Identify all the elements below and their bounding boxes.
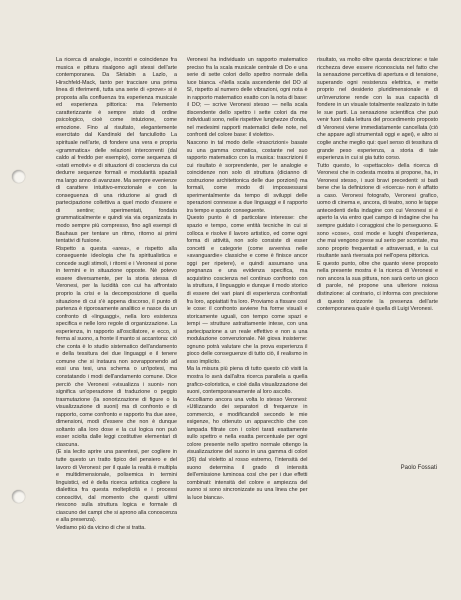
- paragraph: La ricerca di analogie, incontri e coincidenze fra musica e pittura risalgono agli stessi dell'arte contemporanea. Da Skriabin a Lazlo, a Hirschfeld-Mack, tanto per tracciare una prima linea di riferimenti, tutta una serie di «prove» si è proposta alla confluenza tra esperienza musicale ed esperienza pittorica: ma l'elemento caratterizzante è sempre stato di ordine psicologico, cioè come intuizione, come emozione. Fino al risultato, elegantemente esercitato dal Kandinski del fanciullotto La spirituale nell'arte, di fondere una vera e propria «grammatica» delle relazioni intercorrenti (dal caldo al freddo per esempio), come sequenza di «stati emotivi» e di situazioni di coscienza da cui dedurre sequenze formali e modularità spaziali ma largo anno di avanzare. Ma sempre evenienze di carattere intuitivo-emozionale e con la conseguenza di una riduzione ai gradi di partecipazione collettiva a quel modo d'essere e di sentire; sperimentati, fondata grammaticalmente e quindi via via organizzata in modo sempre più compresso, fino agli esempi di Bauhaus per tentare un ritmo, ritorno ai primi tentativi di fusione.: [56, 57, 177, 245]
- paragraph: Tutto questo, lo «spettacolo» della ricerca di Veronesi che in codesta mostra si propone, ha, in Veronesi stesso, i suoi bravi precedenti: si badi bene che la definizione di «ricerca» non è affatto a caso. Veronesi fotografo, Veronesi grafico, uomo di cinema e, ancora, di teatro, sono le tappe antecedenti della indagine con cui Veronesi si è aperto la via entro quel campo di indagine che ha sempre guidato i coraggiosi che lo perseguono. E sono «cose», così mode e luoghi d'esperienza, che mai vengono prese sul serio per scontate, ma sono proprio frequentati e attraversati, e la cui risultante sarà riversata poi nell'opera pittorica.: [317, 162, 438, 260]
- paragraph: Accolliamo ancora una volta lo stesso Veronesi: «Utilizzando dei separatori di frequenze in commercio, e modificandoli secondo le mie esigenze, ho ottenuto un apparecchio che con lampada filtrate con i colori tarati esattamente sullo spettro e nella esatta percentuale per ogni colore presente nello spettro normale ottengo la visualizzazione del suono in una gamma di colori (36) dal violetto al rosso estremo, l'intensità del suono determina il grado di intensità dell'emissione luminosa così che per i due effetti combinati: intensità del colore e ampiezza del suono si sono sincronizzate su una linea che per la luce bianca».: [186, 396, 308, 501]
- paragraph: Questo punto è di particolare interesse: che spazio e tempo, come entità tecniche in cui si colloca e risolve il lavoro artistico, ed come ogni forma di attività, non solo consiste di esser concetti e categorie (come avveniva nelle «avanguardie» classiche e come è finisce ancor oggi per ripetere), e quindi assumano una pregnanza e una evidenza specifica, ma acquistino coscienza nel continuo confronto con la struttura, il linguaggio e dunque il modo storico di essere dei vari piani di esperienza confrontati fra loro, appiattati fra loro. Proviamo a fissare così le cose: il confronto avviene fra forme visuali e storicamente uguali, con tempo come spazi e tempi — strutture astrattamente intese, con una partecipazione a un reale effettivo e non a una modulazione convenzionale. Né giova insisterne: ognuno potrà valutare che la prova esperienza il gioco delle conseguenze di tutto ciò, il realismo in esso implicito.: [186, 215, 308, 365]
- paragraph: Veronesi ha individuato un rapporto matematico preciso fra la scala musicale centrale di Do e una serie di sette colori dello spettro normale della luce bianca. «Nella scala ascendente del DO al SI, rispetto al numero delle vibrazioni, ogni nota è in rapporto matematico esatto con la nota di base: il DO; — scrive Veronesi stesso — nella scala discendente dello spettro i sette colori da me individuati sono, nelle rispettive lunghezze d'onda, nel medesimi rapporti matematici delle note, nel confronti del colore base: il violetto».: [186, 57, 308, 139]
- paragraph: E questo punto, oltre che quanto viene proposto nella presente mostra è la ricerca di Veronesi e non ancora la sua pittura, non sarà certo un gioco di parole, né propone una ulteriore noiosa distinzione: al contrario, ci informa con precisione di questo orizzonte la presenza dell'arte contemporanea quale è quella di Luigi Veronesi.: [317, 260, 438, 313]
- punch-hole-top: [12, 170, 25, 183]
- article-body: [56, 57, 438, 577]
- author-signature: Paolo Fossati: [400, 465, 437, 471]
- paragraph: Nascono in tal modo delle «trascrizioni» basate su una gamma cromatica, costante nel suo rapporto matematico con la musica: trascrizioni il cui risultato è sorprendente, per le analogie e coincidenze non solo di struttura (dicianno di costruzione architettonica delle due porzioni) ma formali, come modo di impossessarsi sperimentalmente da tempo di sviluppi delle operazioni connesse a due linguaggi e il rapporto tra tempo e spazio conseguente.: [186, 140, 308, 214]
- paragraph: Rispetto a questa «area», e rispetto alla conseguente ideologia che fa spiritualistica e concede sugli stimoli, i ritorni e i Veronesi si pone in termini e in situazione opposte. Nè potevo essere diversamente, per la storia stessa di Veronesi, per la lucidità con cui ha affrontato proprio la crisi e la decomposizione di quella situazione di cui s'è appena discorso, il punto di partenza è rigorosamente analitico e nasce da un confronto di «linguaggi», nella loro esistenza specifica e nelle loro regole di organizzazione. La esperienza, in rapporto all'oscillatore, e ecco, si ferma al suono, a fronte il manto si accantona: ciò che conta è lo studio sistematico dell'andamento e della tessitura dei due linguaggi e il tenere comune che si instaura non sovrapponendo ad essi una tesi, una schema o un'ipotesi, ma constatando i modi dell'andamento comune. Dice perciò che Veronesi «visualizza i suoni» non significa un'operazione di traduzione o peggio trasmutazione (la sonorizzazione di figure o la visualizzazione di suoni) ma di confronto e di rapporto, come confronto e rapporto fra due aree, dimensioni, modi d'essere che non è dunque soltanto alla loro dose e la cui logica non può esser sciolta dalle leggi costitutive elementari di ciascuna.: [56, 245, 177, 448]
- paragraph: risultato, va molto oltre questa descrizione: e tale ricchezza deve essere riconosciuta nel fatto che la sensazione percettiva di apertura e di tensione, superando ogni resistenza elettrica, e mette proprio nel desiderio pluridimensionale e di un'invenzione rende con la sua capacità di fondere in un visuale totalmente realizzato in tutte le sue parti. La sensazione scientifica che può venir fuori dalla lettura del procedimento proposto di Veronesi viene immediatamente cancellata (ciò che appare agli strumentali oggi e agei), e altro si coglie anche meglio qui: quel senso di tessitura di grande peso esperienza, a storia di tale esperienza in cui si gia tutto corso.: [317, 57, 438, 162]
- text-column-1: [56, 57, 177, 577]
- text-column-2: [187, 57, 308, 577]
- paragraph: (E sia lecito aprire una parentesi, per cogliere in tutte questo un tratto tipico del pensiero e del lavoro di Veronesi: per il quale la realtà è multipla e multidimensionale, polisemica in termini linguistici, ed è della ricerca artistica cogliere la dialettica fra questa molteplicità e i processi conoscitivi, dal momento che questi ultimi riescono sulla struttura logica e formale di ciascuno dei campi che si aprono alla conoscenza e alla presenza).: [56, 449, 177, 524]
- punch-hole-bottom: [12, 490, 25, 503]
- paragraph: Vediamo più da vicino di che si tratta.: [56, 524, 146, 531]
- paragraph: Ma la misura più piena di tutto questo ciò visiti la mostra lo avrà dall'altra ricerca parallela a quella grafico-coloristica, e cioè dalla visualizzazione dei suoni, contemporaneamente al loro ascolto.: [186, 366, 308, 396]
- text-column-3: [317, 57, 438, 577]
